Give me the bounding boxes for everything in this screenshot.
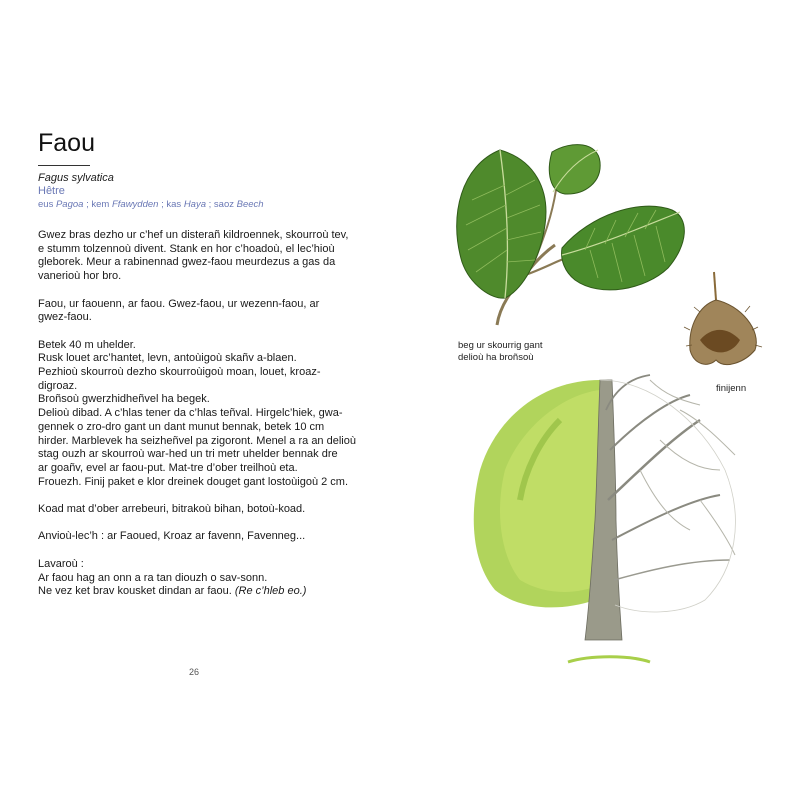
text-line: Pezhioù skourroù dezho skourroùigoù moan, louet, kroaz- [38,366,321,378]
page-title: Faou [38,129,95,157]
text-line: Delioù dibad. A c’hlas tener da c’hlas teñval. Hirgelc’hiek, gwa- [38,407,343,420]
fruit-caption: finijenn [716,383,747,394]
text-line: Ar faou hag an onn a ra tan diouzh o sav-sonn. [38,571,268,584]
french-name: Hêtre [38,185,65,197]
text-line: gwez-faou. [38,311,92,324]
text-line: Betek 40 m uhelder. [38,338,136,351]
other-name-lang: saoz [213,199,234,210]
proverb-text: Ne vez ket brav kousket dindan ar faou. [38,585,235,598]
beech-branch-illustration [457,145,685,325]
text-line: Koad mat d’ober arrebeuri, bitrakoù bihan, botoù-koad. [38,503,306,516]
text-line: Lavaroù : [38,557,84,570]
beech-tree-illustration [474,375,736,662]
text-line: vanerioù hor bro. [38,270,122,283]
other-name: Haya [183,199,206,210]
other-name: Beech [236,199,264,210]
text-line: Broñsoù gwerzhidheñvel ha begek. [38,393,210,406]
other-name-lang: kas [166,199,182,210]
other-name-lang: eus [38,199,54,210]
text-line: hirder. Marblevek ha seizheñvel pa zigoront. Menel a ra an delioù [38,434,356,447]
text-line: Rusk louet arc’hantet, levn, antoùigoù skañv a-blaen. [38,352,297,365]
text-line: ar goañv, evel ar faou-put. Mat-tre d’ober treilhoù eta. [38,461,298,474]
branch-caption-line: beg ur skourrig gant [458,340,543,351]
branch-caption-line: delioù ha broñsoù [458,352,534,363]
other-name: Pagoa [55,199,84,210]
beechnut-husk-illustration [684,272,762,365]
page-number: 26 [189,667,200,677]
text-line: gleborek. Meur a rabinennad gwez-faou meurdezus a gas da [38,256,336,269]
text-line: Frouezh. Finij paket e klor dreinek douget gant lostoùigoù 2 cm. [38,475,349,488]
text-line: stag ouzh ar skourroù war-hed un tri metr uhelder bennak dre [38,448,338,461]
text-line: e stumm tolzennoù divent. Stank en hor c’hoadoù, el lec’hioù [38,242,335,255]
other-name-separator: ; [83,199,92,210]
text-line: gennek o zro-dro gant un dant munut bennak, betek 10 cm [38,420,325,433]
latin-name: Fagus sylvatica [38,172,114,184]
other-name-separator: ; [206,199,214,210]
text-line: digroaz. [38,379,78,392]
text-line: Gwez bras dezho ur c’hef un disterañ kildroennek, skourroù tev, [38,229,349,241]
other-name-separator: ; [158,199,167,210]
proverb-source: (Re c’hleb eo.) [234,585,307,598]
text-line: Faou, ur faouenn, ar faou. Gwez-faou, ur wezenn-faou, ar [38,297,320,310]
other-name-lang: kem [91,199,110,210]
text-line: Anvioù-lec’h : ar Faoued, Kroaz ar favenn, Favenneg... [38,530,306,543]
other-name: Ffawydden [111,199,159,210]
